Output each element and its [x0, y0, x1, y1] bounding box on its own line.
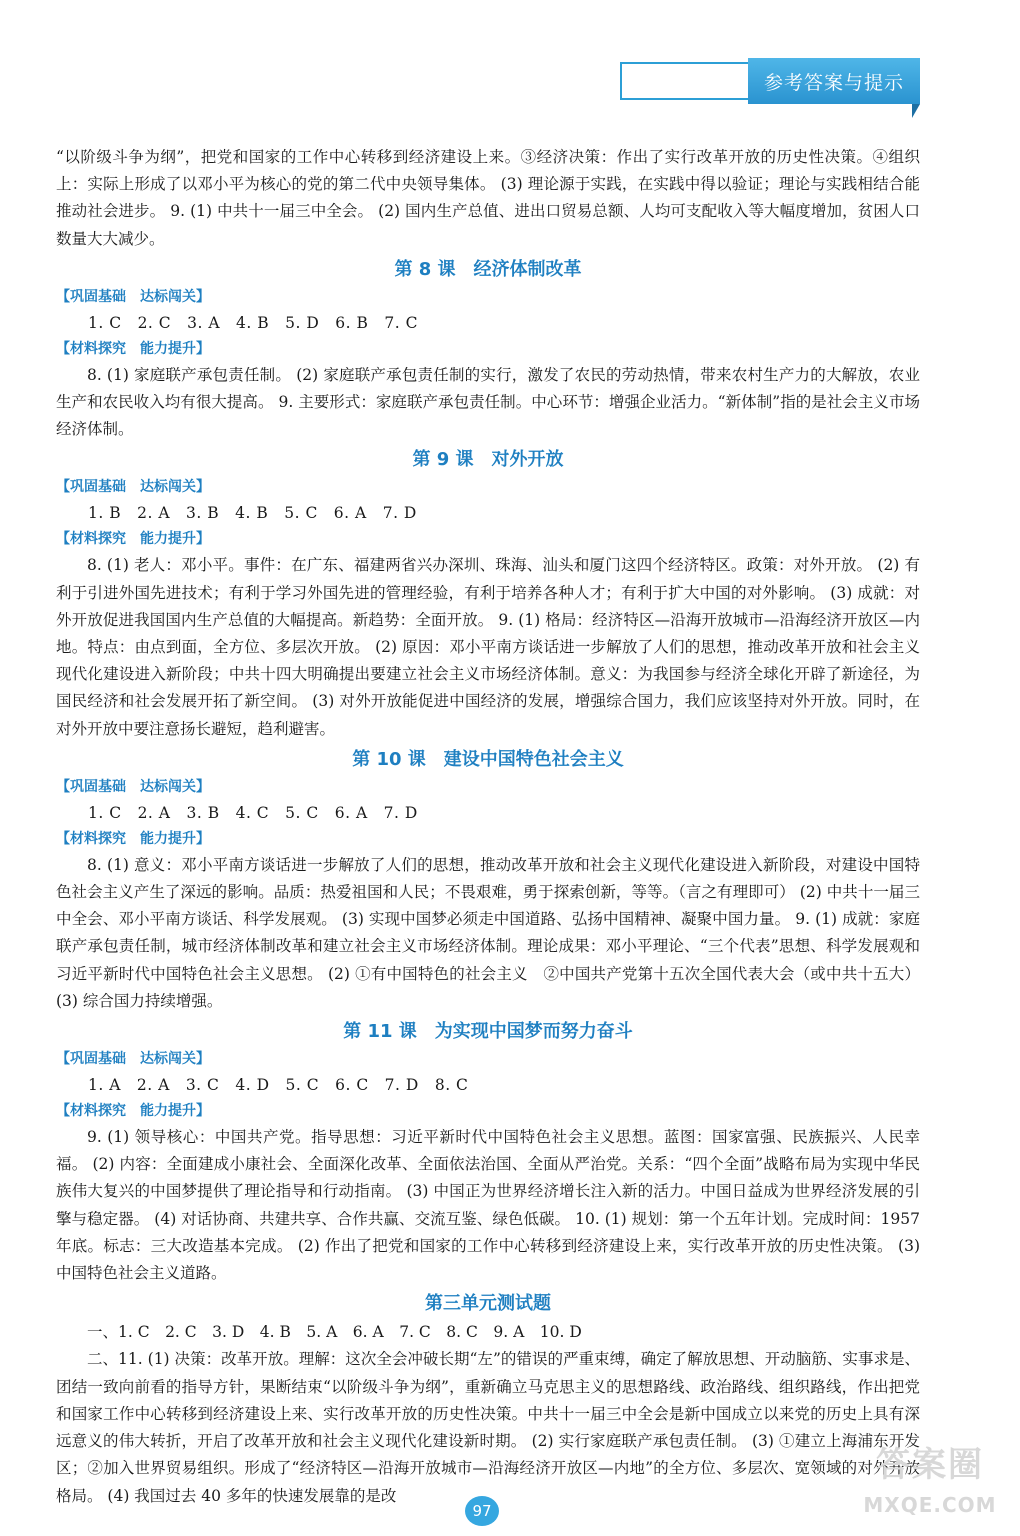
- explore-section-label: 【材料探究 能力提升】: [56, 830, 210, 847]
- basic-section-label: 【巩固基础 达标闯关】: [56, 479, 210, 496]
- answer-paragraph: 8. (1) 家庭联产承包责任制。 (2) 家庭联产承包责任制的实行，激发了农民的劳动热情，带来农村生产力的大解放，农业生产和农民收入均有很大提高。 9. 主要形式：家庭联产承包责任制。中心环节：增强企业活力。“新体制”指的是社会主义市场经济体制。: [56, 365, 920, 439]
- watermark-logo: [850, 1440, 1010, 1530]
- choice-answers: 1. A 2. A 3. C 4. D 5. C 6. C 7. D 8. C: [88, 1076, 469, 1095]
- lesson-11: [56, 1017, 920, 1287]
- unit-test-part1: 一、1. C 2. C 3. D 4. B 5. A 6. A 7. C 8. C 9. A 10. D: [87, 1323, 582, 1342]
- lesson-9: [56, 445, 920, 742]
- answer-paragraph: 8. (1) 意义：邓小平南方谈话进一步解放了人们的思想，推动改革开放和社会主义现代化建设进入新阶段，对建设中国特色社会主义产生了深远的影响。品质：热爱祖国和人民；不畏艰难，勇于探索创新，等等。（言之有理即可） (2) 中共十一届三中全会、邓小平南方谈话、科学发展观。 (3) 实现中国梦必须走中国道路、弘扬中国精神、凝聚中国力量。 9. (1) 成就：家庭联产承包责任制，城市经济体制改革和建立社会主义市场经济体制。理论成果：邓小平理论、“三个代表”思想、科学发展观和习近平新时代中国特色社会主义思想。 (2) ①有中国特色的社会主义 ②中国共产党第十五次全国代表大会（或中共十五大） (3) 综合国力持续增强。: [56, 855, 920, 1010]
- unit-test: [56, 1289, 920, 1509]
- explore-section-label: 【材料探究 能力提升】: [56, 531, 210, 548]
- basic-section-label: 【巩固基础 达标闯关】: [56, 288, 210, 305]
- explore-section-label: 【材料探究 能力提升】: [56, 340, 210, 357]
- answer-paragraph: 9. (1) 领导核心：中国共产党。指导思想：习近平新时代中国特色社会主义思想。蓝图：国家富强、民族振兴、人民幸福。 (2) 内容：全面建成小康社会、全面深化改革、全面依法治国、全面从严治党。关系：“四个全面”战略布局为实现中华民族伟大复兴的中国梦提供了理论指导和行动指南。 (3) 中国正为世界经济增长注入新的活力。中国日益成为世界经济发展的引擎与稳定器。 (4) 对话协商、共建共享、合作共赢、交流互鉴、绿色低碳。 10. (1) 规划：第一个五年计划。完成时间：1957 年底。标志：三大改造基本完成。 (2) 作出了把党和国家的工作中心转移到经济建设上来，实行改革开放的历史性决策。 (3) 中国特色社会主义道路。: [56, 1128, 920, 1283]
- header-tab-label: 参考答案与提示: [763, 71, 904, 94]
- unit-test-title: 第三单元测试题: [425, 1293, 551, 1315]
- answer-paragraph: 8. (1) 老人：邓小平。事件：在广东、福建两省兴办深圳、珠海、汕头和厦门这四个经济特区。政策：对外开放。 (2) 有利于引进外国先进技术；有利于学习外国先进的管理经验，有利于培养各种人才；有利于扩大中国的对外影响。 (3) 成就：对外开放促进我国国内生产总值的大幅提高。新趋势：全面开放。 9. (1) 格局：经济特区—沿海开放城市—沿海经济开放区—内地。特点：由点到面，全方位、多层次开放。 (2) 原因：邓小平南方谈话进一步解放了人们的思想，推动改革开放和社会主义现代化建设进入新阶段；中共十四大明确提出要建立社会主义市场经济体制。意义：为我国参与经济全球化开辟了新途径，为国民经济和社会发展开拓了新空间。 (3) 对外开放能促进中国经济的发展，增强综合国力，我们应该坚持对外开放。同时，在对外开放中要注意扬长避短，趋利避害。: [56, 556, 920, 738]
- unit-test-part2: 二、11. (1) 决策：改革开放。理解：这次全会冲破长期“左”的错误的严重束缚，确定了解放思想、开动脑筋、实事求是、团结一致向前看的指导方针，果断结束“以阶级斗争为纲”，重新确立马克思主义的思想路线、政治路线、组织路线，作出把党和国家工作中心转移到经济建设上来、实行改革开放的历史性决策。中共十一届三中全会是新中国成立以来党的历史上具有深远意义的伟大转折，开启了改革开放和社会主义现代化建设新时期。 (2) 实行家庭联产承包责任制。 (3) ①建立上海浦东开发区；②加入世界贸易组织。形成了“经济特区—沿海开放城市—沿海经济开放区—内地”的全方位、多层次、宽领域的对外开放格局。 (4) 我国过去 40 多年的快速发展靠的是改: [56, 1350, 920, 1505]
- page-content: [56, 144, 920, 1510]
- lesson-title: 第 9 课 对外开放: [412, 449, 564, 471]
- choice-answers: 1. C 2. C 3. A 4. B 5. D 6. B 7. C: [88, 313, 418, 332]
- lesson-8: [56, 255, 920, 444]
- lesson-title: 第 11 课 为实现中国梦而努力奋斗: [343, 1021, 633, 1043]
- intro-paragraph: “以阶级斗争为纲”，把党和国家的工作中心转移到经济建设上来。③经济决策：作出了实行改革开放的历史性决策。④组织上：实际上形成了以邓小平为核心的党的第二代中央领导集体。 (3) 理论源于实践，在实践中得以验证；理论与实践相结合能推动社会进步。 9. (1) 中共十一届三中全会。 (2) 国内生产总值、进出口贸易总额、人均可支配收入等大幅度增加，贫困人口数量大大减少。: [56, 148, 920, 248]
- header-tab-tail: [912, 104, 920, 118]
- header-decor-box: [620, 62, 750, 100]
- watermark-url-text: MXQE.COM: [863, 1493, 997, 1517]
- choice-answers: 1. C 2. A 3. B 4. C 5. C 6. A 7. D: [88, 803, 418, 822]
- basic-section-label: 【巩固基础 达标闯关】: [56, 778, 210, 795]
- header-tab: [748, 58, 920, 104]
- lesson-title: 第 10 课 建设中国特色社会主义: [352, 748, 624, 770]
- explore-section-label: 【材料探究 能力提升】: [56, 1103, 210, 1120]
- basic-section-label: 【巩固基础 达标闯关】: [56, 1051, 210, 1068]
- page-number: [465, 1496, 499, 1526]
- watermark-main-text: 答案圈: [876, 1445, 984, 1485]
- lesson-10: [56, 745, 920, 1015]
- lesson-title: 第 8 课 经济体制改革: [394, 258, 582, 280]
- choice-answers: 1. B 2. A 3. B 4. B 5. C 6. A 7. D: [88, 504, 417, 523]
- page-number-label: 97: [472, 1502, 492, 1520]
